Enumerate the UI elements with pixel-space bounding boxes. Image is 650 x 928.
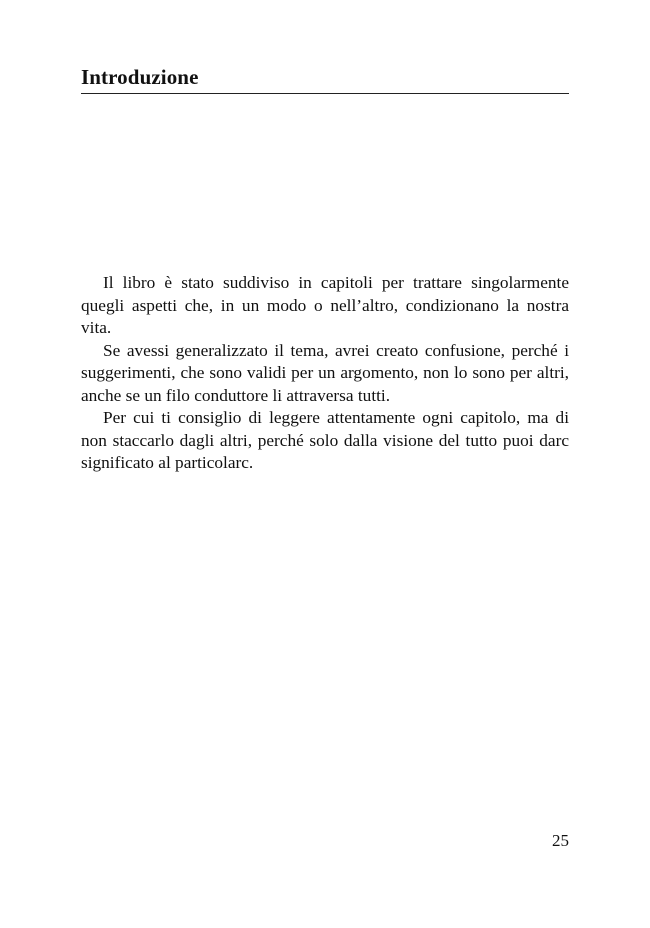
page-number: 25 bbox=[552, 831, 569, 850]
body-text bbox=[81, 272, 569, 475]
paragraph: Per cui ti consiglio di leggere attentamente ogni capitolo, ma di non staccarlo dagli altri, perché solo dalla visione del tutto puoi darc significato al particolarc. bbox=[81, 408, 569, 472]
chapter-title: Introduzione bbox=[81, 65, 199, 89]
paragraph: Se avessi generalizzato il tema, avrei creato confusione, perché i suggerimenti, che sono validi per un argomento, non lo sono per altri, anche se un filo conduttore li attraversa tutti. bbox=[81, 340, 569, 405]
header-rule bbox=[81, 93, 569, 94]
paragraph: Il libro è stato suddiviso in capitoli per trattare singolarmente quegli aspetti che, in un modo o nell’altro, condizionano la nostra vita. bbox=[81, 273, 569, 337]
chapter-header bbox=[81, 64, 569, 94]
